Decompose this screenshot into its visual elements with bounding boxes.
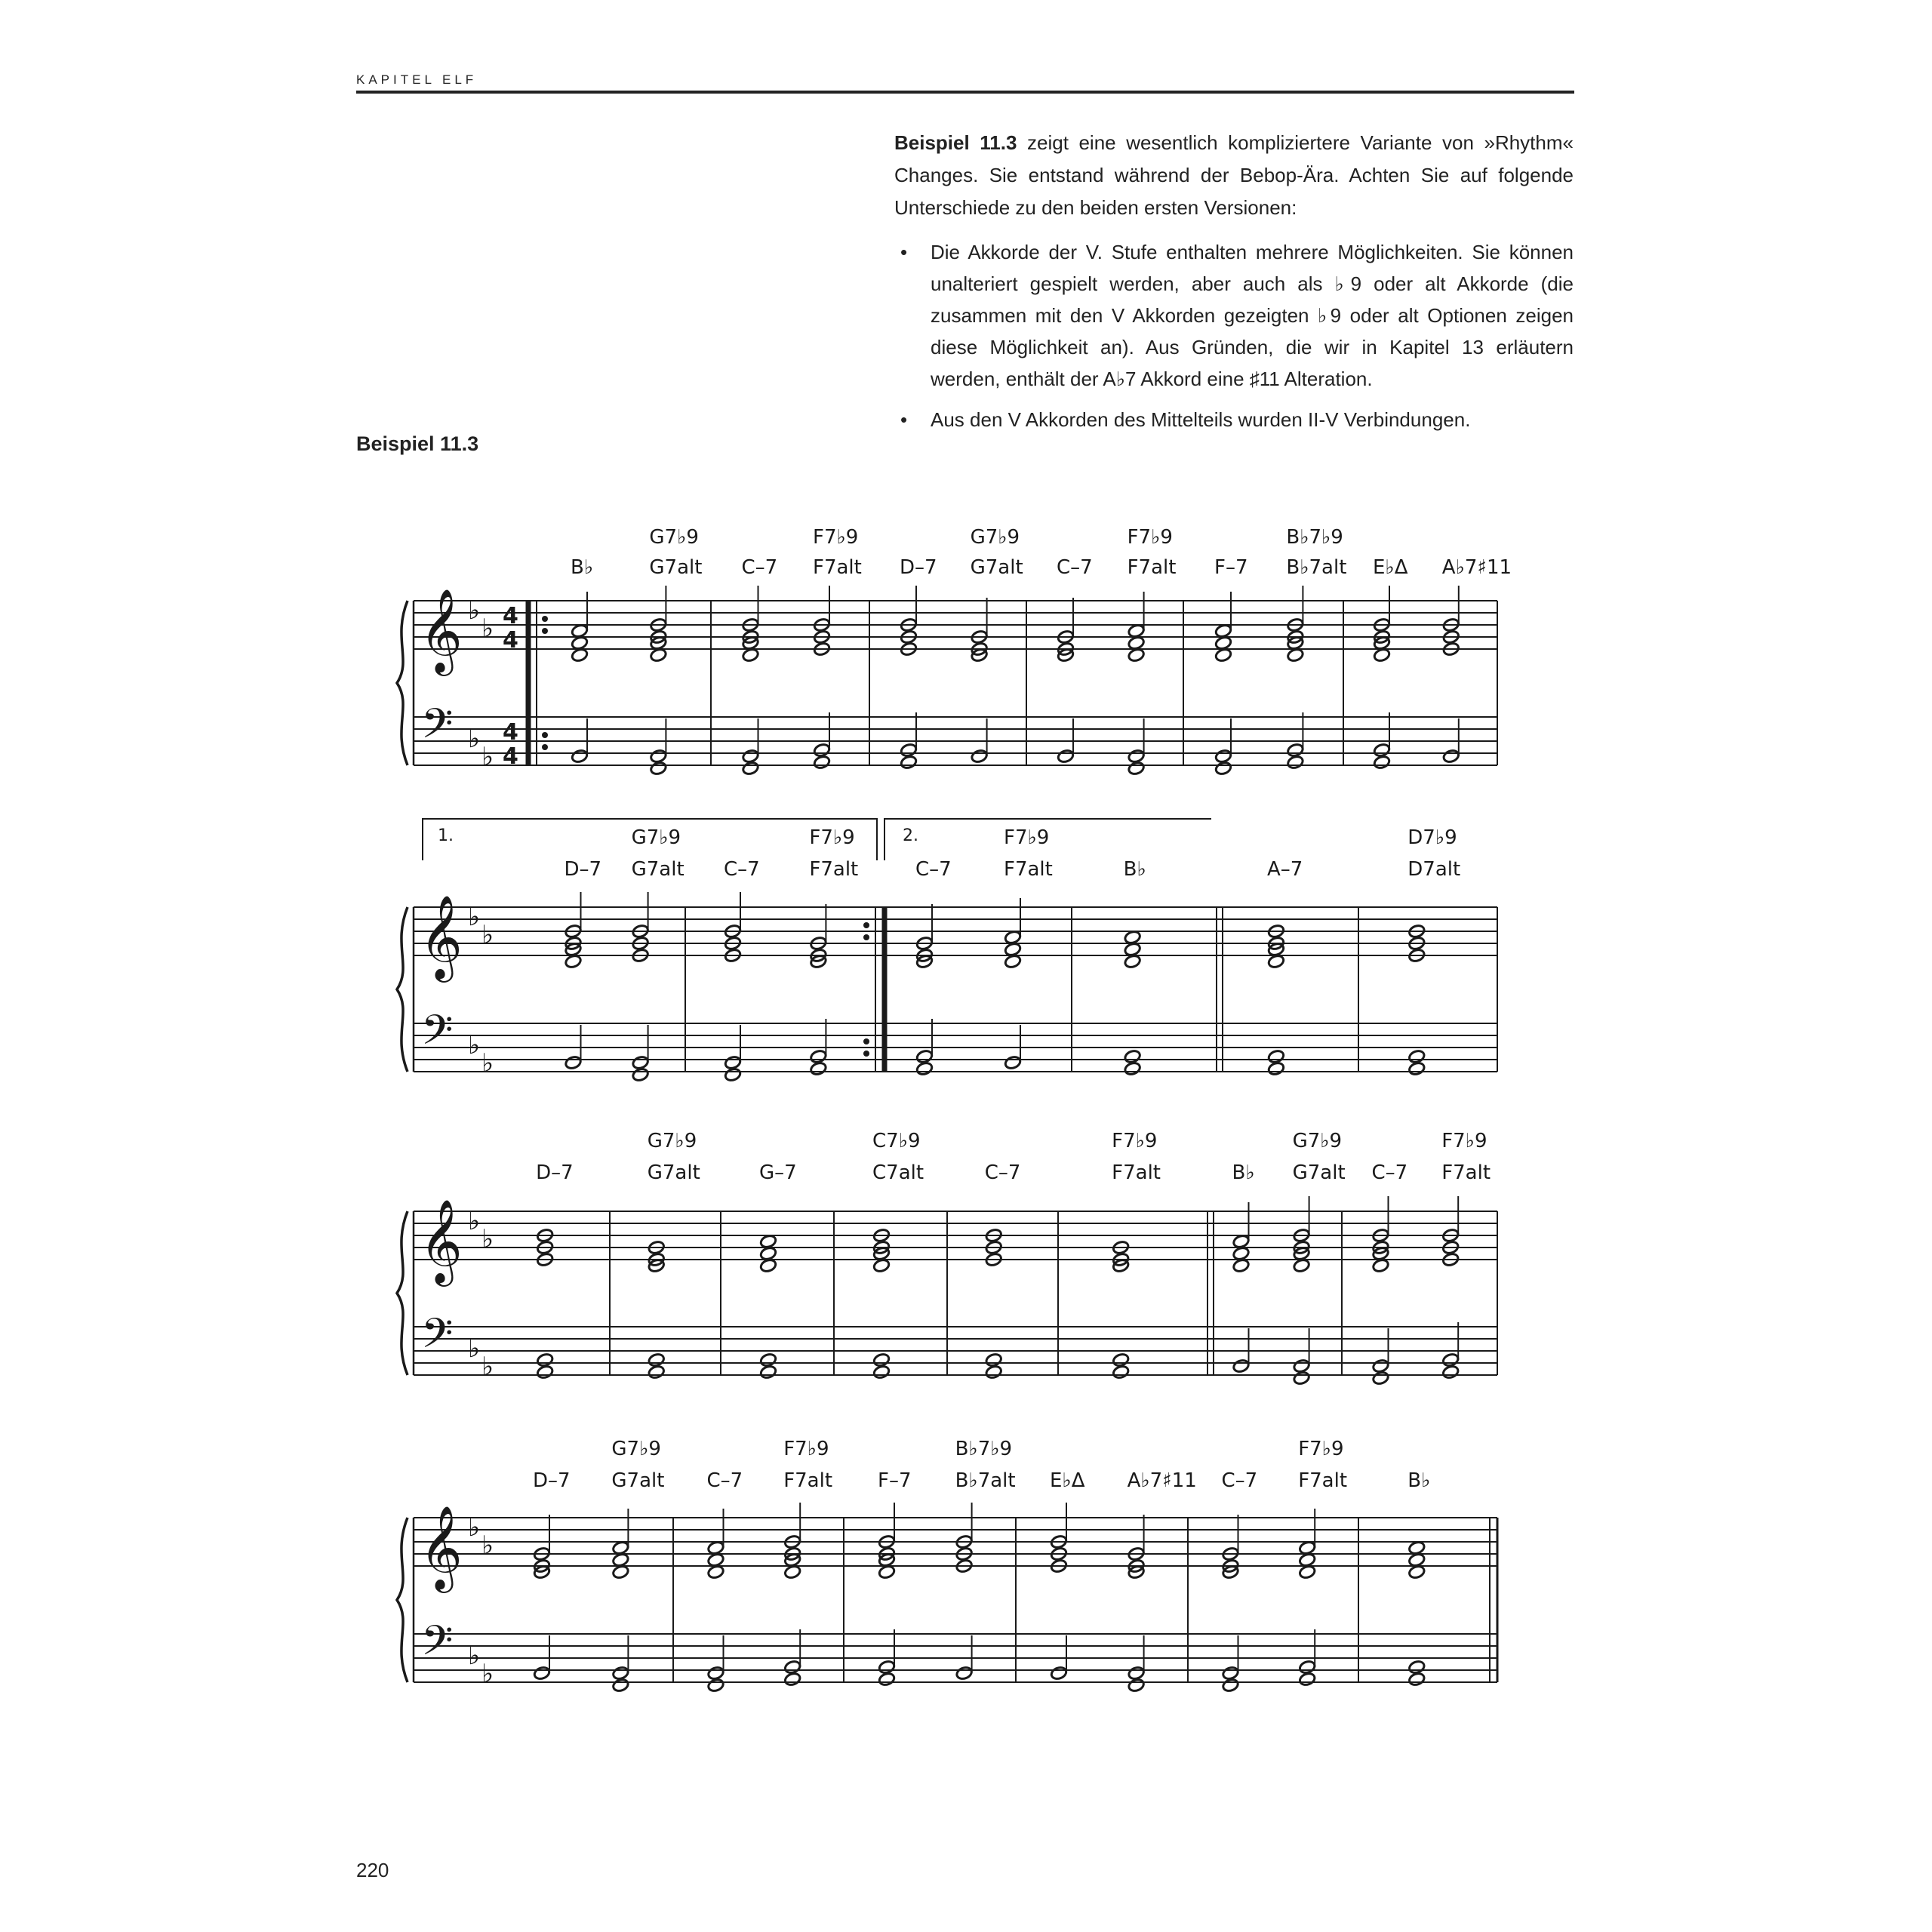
brace bbox=[397, 601, 408, 765]
treble-clef-icon: 𝄞 bbox=[420, 1505, 463, 1589]
note-head bbox=[536, 1364, 554, 1380]
note-head bbox=[612, 1552, 630, 1567]
note-head bbox=[1128, 1678, 1146, 1693]
note-head bbox=[1232, 1234, 1251, 1249]
note-head bbox=[1407, 1061, 1426, 1076]
note-head bbox=[1441, 1364, 1460, 1380]
chapter-header: KAPITEL ELF bbox=[356, 72, 478, 87]
flat-icon: ♭ bbox=[481, 920, 494, 950]
note-head bbox=[878, 1564, 896, 1580]
chord-symbol: F7alt bbox=[1298, 1469, 1348, 1492]
note-head bbox=[915, 1061, 934, 1076]
note-head bbox=[648, 1364, 666, 1380]
chord-symbol: B♭ bbox=[571, 556, 594, 579]
chord-symbol: G7alt bbox=[631, 858, 685, 881]
repeat-dot bbox=[542, 616, 548, 622]
score-system bbox=[397, 1196, 1497, 1386]
note-head bbox=[759, 1364, 777, 1380]
note-head bbox=[742, 749, 760, 764]
note-head bbox=[872, 1352, 891, 1367]
note-head bbox=[1050, 1666, 1068, 1681]
score-system bbox=[397, 1503, 1497, 1693]
note-head bbox=[1442, 749, 1460, 764]
note-head bbox=[571, 635, 589, 651]
note-head bbox=[612, 1666, 630, 1681]
note-head bbox=[759, 1246, 777, 1261]
note-head bbox=[783, 1564, 801, 1580]
time-signature-numerator: 4 bbox=[503, 603, 518, 629]
chord-symbol: B♭7alt bbox=[955, 1469, 1016, 1492]
repeat-dot bbox=[542, 732, 548, 738]
note-head bbox=[650, 749, 668, 764]
flat-icon: ♭ bbox=[468, 902, 481, 932]
note-head bbox=[1298, 1540, 1316, 1555]
note-head bbox=[1004, 954, 1022, 969]
flat-icon: ♭ bbox=[481, 1352, 494, 1382]
note-head bbox=[1293, 1358, 1311, 1374]
note-head bbox=[1407, 1564, 1426, 1580]
note-head bbox=[1214, 749, 1232, 764]
bullet-dot-icon: • bbox=[900, 408, 908, 431]
chord-symbol: D–7 bbox=[564, 858, 602, 881]
note-head bbox=[1214, 623, 1232, 638]
note-head bbox=[1293, 1258, 1311, 1273]
chord-symbol: C–7 bbox=[741, 556, 778, 579]
page-number: 220 bbox=[356, 1859, 389, 1881]
note-head bbox=[724, 1067, 742, 1082]
note-head bbox=[1441, 1352, 1460, 1367]
chord-symbol: D–7 bbox=[533, 1469, 571, 1492]
note-head bbox=[783, 1672, 801, 1687]
chord-symbol-top: D7♭9 bbox=[1407, 826, 1457, 849]
note-head bbox=[1222, 1678, 1240, 1693]
chord-symbol: F7alt bbox=[1112, 1161, 1161, 1184]
flat-icon: ♭ bbox=[468, 1030, 481, 1060]
chord-symbol: G7alt bbox=[647, 1161, 700, 1184]
time-signature-denominator: 4 bbox=[503, 627, 518, 654]
note-head bbox=[650, 648, 668, 663]
chord-symbol: B♭ bbox=[1123, 858, 1146, 881]
note-head bbox=[1222, 1666, 1240, 1681]
note-head bbox=[536, 1352, 554, 1367]
brace bbox=[397, 1518, 408, 1682]
note-head bbox=[915, 1049, 934, 1064]
note-head bbox=[1232, 1246, 1251, 1261]
flat-icon: ♭ bbox=[481, 1048, 494, 1078]
chord-symbol-top: F7♭9 bbox=[1004, 826, 1050, 849]
flat-icon: ♭ bbox=[481, 742, 494, 772]
bass-clef-icon: 𝄢 bbox=[421, 1617, 454, 1675]
chord-symbol-top: F7♭9 bbox=[1112, 1130, 1158, 1152]
note-head bbox=[1372, 1371, 1390, 1386]
note-head bbox=[724, 1055, 742, 1070]
note-head bbox=[742, 648, 760, 663]
chord-symbol: G7alt bbox=[970, 556, 1023, 579]
note-head bbox=[1298, 1564, 1316, 1580]
note-head bbox=[1128, 623, 1146, 638]
note-head bbox=[1057, 749, 1075, 764]
chord-symbol: B♭ bbox=[1407, 1469, 1431, 1492]
chord-symbol: E♭Δ bbox=[1373, 556, 1408, 579]
note-head bbox=[1407, 1660, 1426, 1675]
note-head bbox=[1407, 1540, 1426, 1555]
note-head bbox=[612, 1678, 630, 1693]
note-head bbox=[1373, 648, 1391, 663]
note-head bbox=[1287, 755, 1305, 770]
note-head bbox=[612, 1564, 630, 1580]
note-head bbox=[1267, 1061, 1285, 1076]
brace bbox=[397, 1211, 408, 1375]
note-head bbox=[571, 623, 589, 638]
repeat-dot bbox=[863, 934, 869, 940]
note-head bbox=[985, 1364, 1003, 1380]
bullet-text: Die Akkorde der V. Stufe enthalten mehrere Möglichkeiten. Sie können unalteriert gespielt werden, aber auch als ♭9 oder alt Akkorde (die zusammen mit den V Akkorden gezeigten ♭9 oder alt Optionen zeigen diese Möglichkeit an). Aus Gründen, die wir in Kapitel 13 erläutern werden, enthält der A♭7 Akkord eine ♯11 Alteration. bbox=[931, 241, 1574, 390]
bullet-text: Aus den V Akkorden des Mittelteils wurden II-V Verbindungen. bbox=[931, 408, 1471, 431]
flat-icon: ♭ bbox=[468, 595, 481, 626]
chord-symbol-top: B♭7♭9 bbox=[1286, 526, 1343, 549]
note-head bbox=[1287, 743, 1305, 758]
note-head bbox=[813, 755, 831, 770]
chord-symbol: C–7 bbox=[984, 1161, 1021, 1184]
flat-icon: ♭ bbox=[481, 1531, 494, 1561]
chord-symbol-top: B♭7♭9 bbox=[955, 1438, 1013, 1460]
note-head bbox=[1267, 1049, 1285, 1064]
chord-symbol: F7alt bbox=[1441, 1161, 1491, 1184]
chord-symbol-top: F7♭9 bbox=[1127, 526, 1173, 549]
chord-symbol-top: F7♭9 bbox=[1298, 1438, 1344, 1460]
note-head bbox=[1128, 648, 1146, 663]
chord-symbol: B♭ bbox=[1232, 1161, 1255, 1184]
chord-symbol-top: F7♭9 bbox=[809, 826, 855, 849]
score-system bbox=[397, 586, 1497, 776]
chord-symbol-top: G7♭9 bbox=[647, 1130, 697, 1152]
chord-symbol: C–7 bbox=[915, 858, 952, 881]
note-head bbox=[1373, 743, 1391, 758]
note-head bbox=[1214, 648, 1232, 663]
chord-symbol-top: F7♭9 bbox=[783, 1438, 829, 1460]
note-head bbox=[985, 1352, 1003, 1367]
note-head bbox=[759, 1258, 777, 1273]
chord-symbol: C–7 bbox=[1371, 1161, 1408, 1184]
note-head bbox=[1298, 1672, 1316, 1687]
note-head bbox=[1267, 954, 1285, 969]
note-head bbox=[707, 1540, 725, 1555]
chord-symbol: G–7 bbox=[759, 1161, 797, 1184]
note-head bbox=[1128, 635, 1146, 651]
note-head bbox=[872, 1364, 891, 1380]
note-head bbox=[1124, 954, 1142, 969]
chord-symbol: C–7 bbox=[1057, 556, 1093, 579]
flat-icon: ♭ bbox=[481, 614, 494, 644]
note-head bbox=[1407, 1049, 1426, 1064]
chord-symbol: F7alt bbox=[1127, 556, 1177, 579]
flat-icon: ♭ bbox=[468, 724, 481, 754]
chord-symbol: F7alt bbox=[813, 556, 862, 579]
note-head bbox=[955, 1666, 974, 1681]
brace bbox=[397, 907, 408, 1072]
note-head bbox=[1004, 930, 1022, 945]
note-head bbox=[1124, 1061, 1142, 1076]
chord-symbol-top: G7♭9 bbox=[649, 526, 699, 549]
note-head bbox=[571, 648, 589, 663]
note-head bbox=[900, 743, 918, 758]
chord-symbol-top: G7♭9 bbox=[611, 1438, 661, 1460]
flat-icon: ♭ bbox=[481, 1224, 494, 1254]
flat-icon: ♭ bbox=[468, 1512, 481, 1543]
note-head bbox=[1287, 648, 1305, 663]
chord-symbol: G7alt bbox=[611, 1469, 665, 1492]
chord-symbol: A♭7♯11 bbox=[1127, 1469, 1197, 1492]
chord-symbol: D7alt bbox=[1407, 858, 1461, 881]
time-signature-denominator: 4 bbox=[503, 743, 518, 770]
example-label: Beispiel 11.3 bbox=[356, 432, 479, 455]
bullet-dot-icon: • bbox=[900, 241, 908, 263]
chord-symbol-top: G7♭9 bbox=[631, 826, 681, 849]
chord-symbol: C7alt bbox=[872, 1161, 924, 1184]
note-head bbox=[1112, 1364, 1130, 1380]
note-head bbox=[565, 954, 583, 969]
repeat-dot bbox=[863, 1038, 869, 1044]
note-head bbox=[565, 1055, 583, 1070]
note-head bbox=[1128, 749, 1146, 764]
note-head bbox=[632, 1067, 650, 1082]
bass-clef-icon: 𝄢 bbox=[421, 1309, 454, 1367]
chord-symbol: F7alt bbox=[809, 858, 859, 881]
bass-clef-icon: 𝄢 bbox=[421, 700, 454, 758]
chord-symbol: A♭7♯11 bbox=[1441, 556, 1512, 579]
note-head bbox=[810, 1061, 828, 1076]
note-head bbox=[1372, 1258, 1390, 1273]
note-head bbox=[1373, 755, 1391, 770]
note-head bbox=[1298, 1552, 1316, 1567]
note-head bbox=[971, 749, 989, 764]
note-head bbox=[783, 1660, 801, 1675]
note-head bbox=[707, 1666, 725, 1681]
chord-symbol: C–7 bbox=[706, 1469, 743, 1492]
bass-clef-icon: 𝄢 bbox=[421, 1006, 454, 1064]
note-head bbox=[1214, 761, 1232, 776]
note-head bbox=[648, 1352, 666, 1367]
time-signature-numerator: 4 bbox=[503, 719, 518, 746]
chord-symbol: F7alt bbox=[1004, 858, 1053, 881]
chord-symbol: A–7 bbox=[1266, 858, 1303, 881]
intro-lead: Beispiel 11.3 bbox=[894, 131, 1017, 154]
note-head bbox=[707, 1564, 725, 1580]
note-head bbox=[1128, 1666, 1146, 1681]
note-head bbox=[872, 1258, 891, 1273]
note-head bbox=[810, 1049, 828, 1064]
chord-symbol: F7alt bbox=[783, 1469, 833, 1492]
note-head bbox=[612, 1540, 630, 1555]
chord-symbol-top: G7♭9 bbox=[970, 526, 1020, 549]
ending-number-1: 1. bbox=[438, 826, 454, 845]
note-head bbox=[759, 1234, 777, 1249]
note-head bbox=[813, 743, 831, 758]
flat-icon: ♭ bbox=[481, 1659, 494, 1689]
chord-symbol-top: F7♭9 bbox=[813, 526, 859, 549]
ending-number-2: 2. bbox=[903, 826, 918, 845]
chord-symbol: B♭7alt bbox=[1286, 556, 1347, 579]
note-head bbox=[632, 1055, 650, 1070]
note-head bbox=[878, 1660, 896, 1675]
treble-clef-icon: 𝄞 bbox=[420, 894, 463, 979]
chord-symbol-top: C7♭9 bbox=[872, 1130, 921, 1152]
treble-clef-icon: 𝄞 bbox=[420, 588, 463, 672]
repeat-dot bbox=[863, 922, 869, 928]
note-head bbox=[1407, 1552, 1426, 1567]
note-head bbox=[742, 761, 760, 776]
chord-symbol: G7alt bbox=[649, 556, 703, 579]
note-head bbox=[650, 761, 668, 776]
chord-symbol-top: G7♭9 bbox=[1292, 1130, 1343, 1152]
note-head bbox=[1124, 1049, 1142, 1064]
chord-symbol-top: F7♭9 bbox=[1441, 1130, 1487, 1152]
note-head bbox=[1232, 1258, 1251, 1273]
chord-symbol: F–7 bbox=[1214, 556, 1248, 579]
flat-icon: ♭ bbox=[468, 1641, 481, 1671]
chord-symbol: D–7 bbox=[536, 1161, 574, 1184]
note-head bbox=[571, 749, 589, 764]
note-head bbox=[900, 755, 918, 770]
note-head bbox=[759, 1352, 777, 1367]
note-head bbox=[1112, 1352, 1130, 1367]
flat-icon: ♭ bbox=[468, 1334, 481, 1364]
intro-text: zeigt eine wesentlich kompliziertere Variante von »Rhythm« Changes. Sie entstand während der Bebop-Ära. Achten Sie auf folgende Unterschiede zu den beiden ersten Versionen: bbox=[894, 131, 1574, 219]
treble-clef-icon: 𝄞 bbox=[420, 1198, 463, 1283]
repeat-dot bbox=[863, 1051, 869, 1057]
note-head bbox=[878, 1672, 896, 1687]
note-head bbox=[1298, 1660, 1316, 1675]
chord-symbol: E♭Δ bbox=[1050, 1469, 1085, 1492]
note-head bbox=[1293, 1371, 1311, 1386]
note-head bbox=[1214, 635, 1232, 651]
chord-symbol: F–7 bbox=[878, 1469, 912, 1492]
note-head bbox=[707, 1678, 725, 1693]
note-head bbox=[1128, 761, 1146, 776]
note-head bbox=[1004, 1055, 1022, 1070]
chord-symbol: D–7 bbox=[900, 556, 937, 579]
chord-symbol: C–7 bbox=[1221, 1469, 1258, 1492]
repeat-dot bbox=[542, 744, 548, 750]
note-head bbox=[1232, 1358, 1251, 1374]
note-head bbox=[1407, 1672, 1426, 1687]
repeat-dot bbox=[542, 628, 548, 634]
note-head bbox=[1124, 930, 1142, 945]
note-head bbox=[1372, 1358, 1390, 1374]
note-head bbox=[1004, 942, 1022, 957]
note-head bbox=[707, 1552, 725, 1567]
note-head bbox=[533, 1666, 551, 1681]
flat-icon: ♭ bbox=[468, 1206, 481, 1236]
chord-symbol: C–7 bbox=[724, 858, 760, 881]
note-head bbox=[1124, 942, 1142, 957]
chord-symbol: G7alt bbox=[1292, 1161, 1346, 1184]
